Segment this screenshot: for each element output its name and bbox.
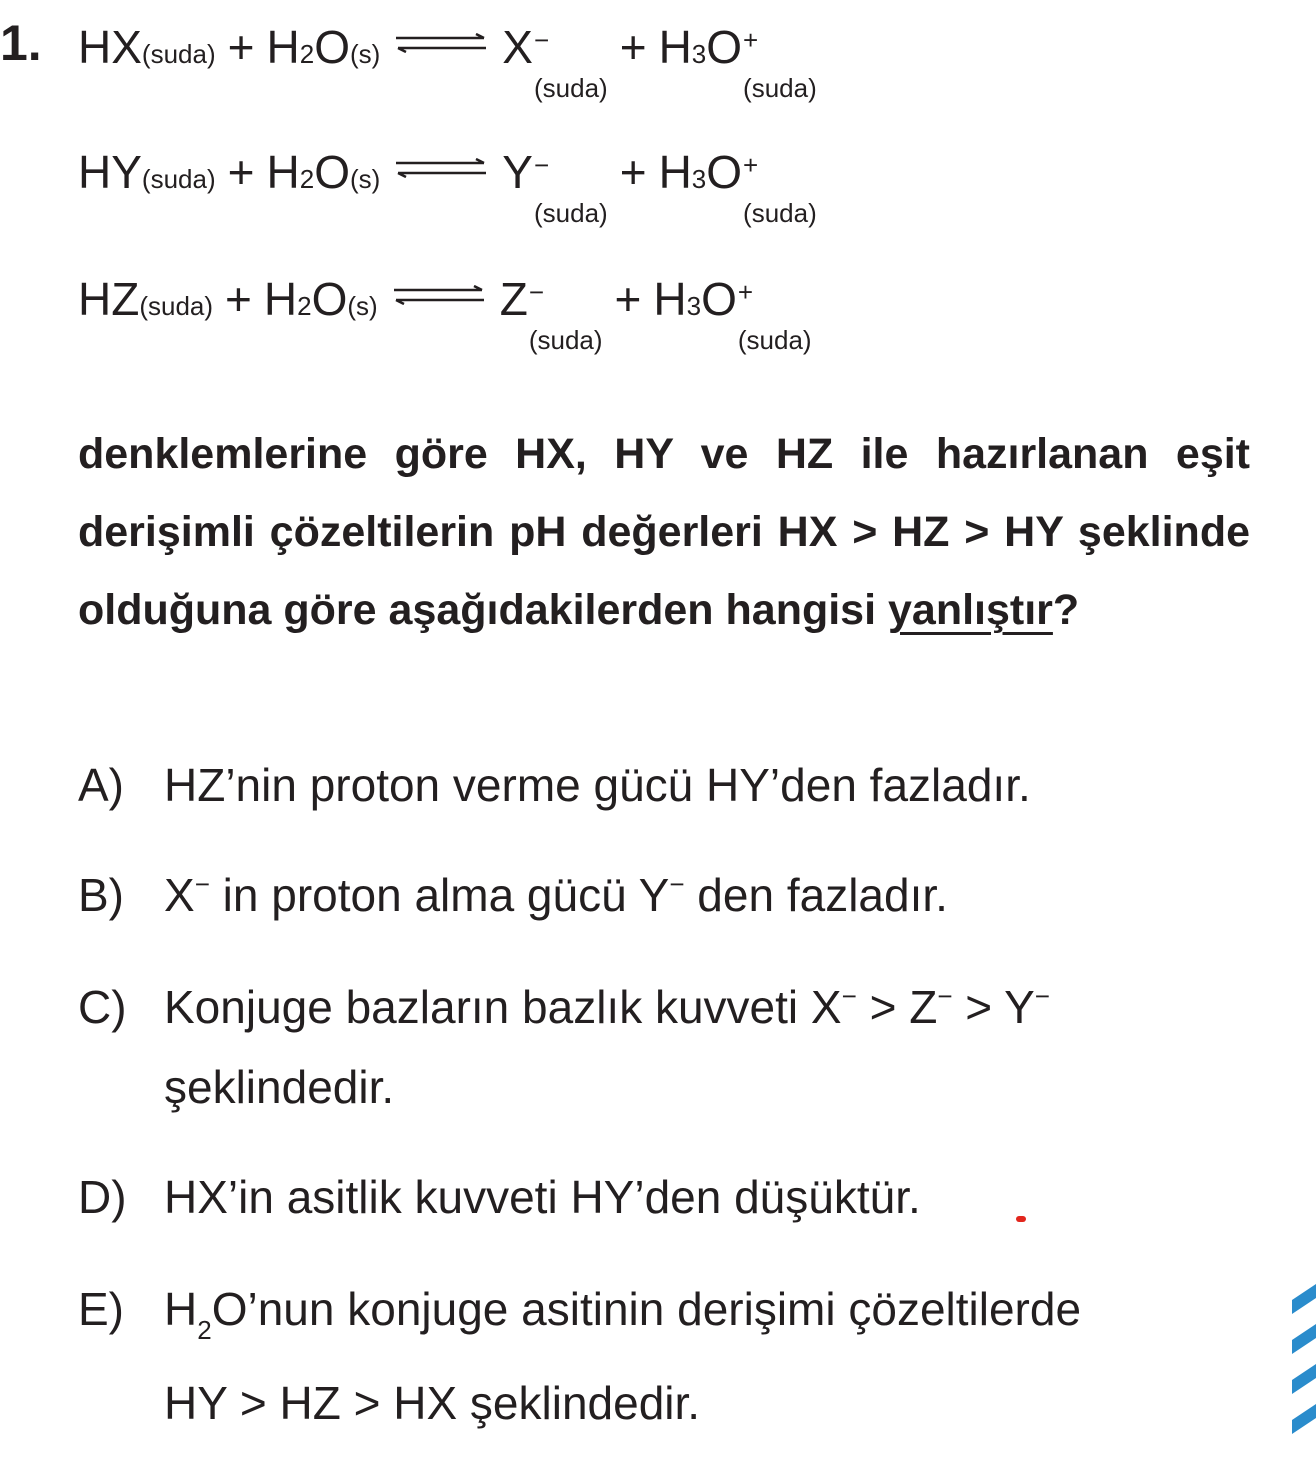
state: (suda) bbox=[141, 39, 216, 69]
state: (suda) bbox=[533, 73, 608, 103]
stem-emphasis: yanlıştır bbox=[888, 586, 1053, 634]
option-text: X bbox=[164, 869, 195, 921]
option-label: C) bbox=[78, 981, 127, 1033]
stem-text: denklemlerine göre HX, HY ve HZ ile hazırlanan eşit derişimli çözeltilerin pH değerleri HX > HZ > HY şeklinde olduğuna göre aşağıdakilerden hangisi bbox=[78, 430, 1250, 634]
option-text: den fazladır. bbox=[684, 869, 948, 921]
option-text: H bbox=[164, 1283, 198, 1335]
subscript: 3 bbox=[691, 39, 707, 69]
plus: + bbox=[619, 146, 647, 198]
charge: + bbox=[743, 150, 759, 180]
option-label: B) bbox=[78, 869, 124, 921]
plus: + bbox=[619, 21, 647, 73]
charge: + bbox=[737, 277, 754, 307]
option-c-line2: şeklindedir. bbox=[164, 1061, 395, 1113]
option-label: E) bbox=[78, 1283, 124, 1335]
equation-3 bbox=[78, 272, 812, 355]
equilibrium-arrow-icon bbox=[392, 285, 486, 305]
h3o-h: H bbox=[653, 273, 687, 325]
option-text: O’nun konjuge asitinin derişimi çözeltilerde bbox=[211, 1283, 1082, 1335]
h3o-h: H bbox=[658, 21, 692, 73]
option-d[interactable] bbox=[78, 1170, 921, 1224]
charge: − bbox=[937, 981, 953, 1011]
option-text: > Y bbox=[952, 981, 1035, 1033]
option-text: HX’in asitlik kuvveti HY’den düşüktür. bbox=[164, 1171, 921, 1223]
acid: HZ bbox=[78, 273, 140, 325]
equation-2 bbox=[78, 145, 817, 228]
decorative-stripes-icon bbox=[1292, 1280, 1316, 1440]
h3o-h: H bbox=[658, 146, 692, 198]
charge: − bbox=[1034, 981, 1050, 1011]
question-number: 1. bbox=[0, 15, 42, 71]
state: (s) bbox=[349, 164, 381, 194]
state: (suda) bbox=[743, 73, 817, 103]
state: (suda) bbox=[737, 325, 812, 355]
plus: + bbox=[227, 146, 255, 198]
charge: − bbox=[533, 25, 550, 55]
subscript: 2 bbox=[297, 291, 312, 321]
water-o: O bbox=[311, 273, 348, 325]
option-text: Konjuge bazların bazlık kuvveti X bbox=[164, 981, 842, 1033]
equilibrium-arrow-icon bbox=[394, 33, 488, 53]
option-e[interactable] bbox=[78, 1282, 1081, 1346]
state: (suda) bbox=[743, 198, 817, 228]
pen-mark bbox=[1016, 1216, 1026, 1222]
acid: HY bbox=[78, 146, 142, 198]
subscript: 2 bbox=[197, 1315, 212, 1345]
h3o-o: O bbox=[701, 273, 737, 325]
water-o: O bbox=[314, 146, 350, 198]
charge: + bbox=[743, 25, 759, 55]
plus: + bbox=[614, 273, 642, 325]
equation-1 bbox=[78, 20, 817, 103]
option-label: A) bbox=[78, 759, 124, 811]
water-h: H bbox=[266, 146, 300, 198]
option-text: HZ’nin proton verme gücü HY’den fazladır. bbox=[164, 759, 1031, 811]
state: (suda) bbox=[528, 325, 603, 355]
ion: X bbox=[502, 21, 533, 73]
state: (suda) bbox=[533, 198, 608, 228]
water-o: O bbox=[314, 21, 350, 73]
subscript: 2 bbox=[299, 39, 315, 69]
option-text: in proton alma gücü Y bbox=[209, 869, 670, 921]
charge: − bbox=[528, 277, 545, 307]
charge: − bbox=[194, 869, 210, 899]
option-e-line2: HY > HZ > HX şeklindedir. bbox=[164, 1377, 701, 1429]
water-h: H bbox=[263, 273, 298, 325]
water-h: H bbox=[266, 21, 300, 73]
state: (s) bbox=[347, 291, 378, 321]
ion: Y bbox=[502, 146, 533, 198]
ion: Z bbox=[499, 273, 528, 325]
option-label: D) bbox=[78, 1171, 127, 1223]
option-text: > Z bbox=[856, 981, 938, 1033]
subscript: 2 bbox=[299, 164, 315, 194]
charge: − bbox=[669, 869, 685, 899]
h3o-o: O bbox=[706, 146, 743, 198]
option-a[interactable] bbox=[78, 758, 1031, 812]
option-c[interactable] bbox=[78, 980, 1050, 1034]
option-b[interactable] bbox=[78, 868, 948, 922]
subscript: 3 bbox=[686, 291, 702, 321]
stem-end: ? bbox=[1052, 586, 1080, 634]
subscript: 3 bbox=[691, 164, 707, 194]
equilibrium-arrow-icon bbox=[394, 158, 488, 178]
state: (suda) bbox=[141, 164, 216, 194]
charge: − bbox=[533, 150, 550, 180]
state: (suda) bbox=[139, 291, 214, 321]
plus: + bbox=[227, 21, 255, 73]
acid: HX bbox=[78, 21, 142, 73]
h3o-o: O bbox=[706, 21, 743, 73]
state: (s) bbox=[349, 39, 381, 69]
charge: − bbox=[841, 981, 857, 1011]
plus: + bbox=[225, 273, 252, 325]
question-stem bbox=[78, 415, 1250, 649]
